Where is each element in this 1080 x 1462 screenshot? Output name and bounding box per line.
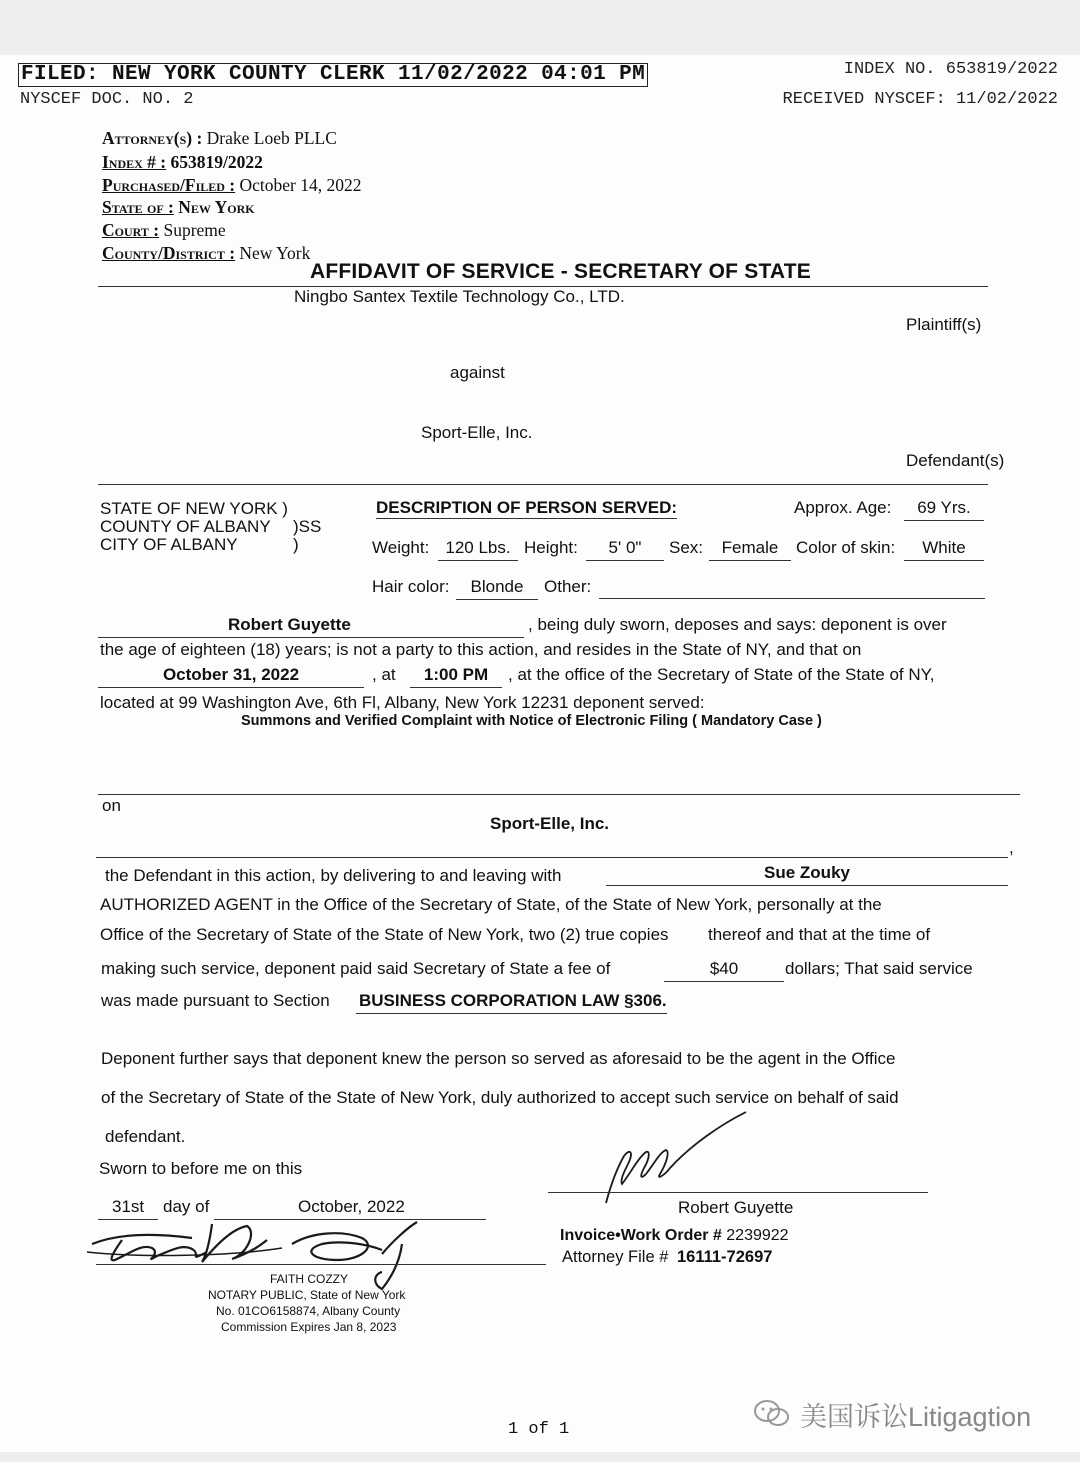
section-value	[356, 991, 667, 1014]
state-line	[102, 197, 255, 218]
purchased-line	[102, 175, 362, 196]
jurat-day: 31st	[112, 1197, 145, 1216]
venue-state: STATE OF NEW YORK )	[100, 499, 288, 518]
filed-stamp: FILED: NEW YORK COUNTY CLERK 11/02/2022 04:01 PM	[18, 63, 648, 87]
entity-rule	[96, 857, 1008, 858]
hair-label: Hair color:	[372, 577, 450, 596]
state-label: State of :	[102, 197, 174, 217]
bottom-margin	[0, 1452, 1080, 1462]
office2-text: Office of the Secretary of State of the State of New York, two (2) true copies	[100, 925, 669, 944]
documents-rule	[98, 794, 1020, 795]
attorney-label: Attorney(s) :	[102, 128, 203, 148]
making-text: making such service, deponent paid said Secretary of State a fee of	[101, 959, 611, 978]
against-label: against	[450, 363, 505, 382]
plaintiff-name: Ningbo Santex Textile Technology Co., LTD.	[294, 287, 625, 306]
notary-commission: Commission Expires Jan 8, 2023	[221, 1320, 397, 1334]
height-value: 5' 0"	[586, 538, 664, 561]
further-line-2: of the Secretary of State of the State of New York, duly authorized to accept such service on behalf of said	[101, 1088, 899, 1107]
sworn-text: , being duly sworn, deposes and says: deponent is over	[528, 615, 947, 634]
jurat-month-year: October, 2022	[298, 1197, 405, 1216]
agent-name: Sue Zouky	[606, 863, 1008, 886]
venue-city: CITY OF ALBANY	[100, 535, 238, 554]
on-text: on	[102, 796, 121, 815]
notary-name: FAITH COZZY	[270, 1272, 348, 1286]
served-entity: Sport-Elle, Inc.	[490, 814, 610, 833]
index-line	[102, 152, 263, 173]
caption-rule	[98, 484, 988, 485]
notary-title: NOTARY PUBLIC, State of New York	[208, 1288, 406, 1302]
weight-label: Weight:	[372, 538, 430, 557]
nyscef-doc-number: NYSCEF DOC. NO. 2	[20, 90, 194, 109]
authorized-text: AUTHORIZED AGENT in the Office of the Secretary of State, of the State of New York, personally at the	[100, 895, 882, 914]
purchased-label: Purchased/Filed :	[102, 175, 236, 195]
other-label: Other:	[544, 577, 592, 596]
defendant-label: Defendant(s)	[906, 451, 1005, 470]
documents-served: Summons and Verified Complaint with Notice of Electronic Filing ( Mandatory Case )	[241, 713, 822, 729]
dollars-text: dollars; That said service	[785, 959, 973, 978]
notary-signature-rule	[96, 1264, 546, 1265]
invoice-line	[560, 1227, 789, 1245]
attorney-file-value: 16111-72697	[676, 1248, 773, 1266]
attorney-value: Drake Loeb PLLC	[206, 128, 337, 148]
venue-paren: )	[293, 535, 299, 554]
received-nyscef: RECEIVED NYSCEF: 11/02/2022	[782, 90, 1058, 109]
attorney-file-line	[562, 1248, 772, 1267]
fee-value: $40	[664, 959, 784, 982]
age-value: 69 Yrs.	[904, 498, 984, 521]
hair-value: Blonde	[456, 577, 538, 600]
entity-comma: ,	[1009, 838, 1014, 857]
sex-value: Female	[709, 538, 791, 561]
county-label: County/District :	[102, 243, 236, 263]
watermark-text: 美国诉讼Litigagtion	[800, 1402, 1032, 1432]
defendant-name: Sport-Elle, Inc.	[421, 423, 533, 442]
invoice-label: Invoice•Work Order #	[560, 1227, 722, 1244]
weight-value: 120 Lbs.	[438, 538, 518, 561]
section-text: BUSINESS CORPORATION LAW §306	[359, 991, 662, 1010]
delivering-text: the Defendant in this action, by delivering to and leaving with	[105, 866, 562, 885]
attorney-file-label: Attorney File #	[562, 1248, 669, 1266]
court-label: Court :	[102, 220, 160, 240]
jurat-day-of: day of	[163, 1197, 210, 1216]
plaintiff-label: Plaintiff(s)	[906, 315, 982, 334]
further-line-3: defendant.	[105, 1127, 186, 1146]
other-value	[599, 577, 985, 599]
age-text: the age of eighteen (18) years; is not a party to this action, and resides in the State of NY, and that on	[100, 640, 862, 659]
court-line	[102, 220, 226, 241]
state-value: New York	[178, 197, 255, 217]
page-number: 1 of 1	[508, 1420, 570, 1439]
index-label: Index # :	[102, 152, 167, 172]
skin-label: Color of skin:	[796, 538, 896, 557]
wechat-icon	[752, 1398, 792, 1428]
notary-number: No. 01CO6158874, Albany County	[216, 1304, 401, 1318]
signer-name: Robert Guyette	[678, 1198, 794, 1217]
located-text: located at 99 Washington Ave, 6th Fl, Albany, New York 12231 deponent served:	[100, 693, 705, 712]
affidavit-title: AFFIDAVIT OF SERVICE - SECRETARY OF STATE	[310, 260, 811, 283]
at-text: , at	[372, 665, 396, 684]
further-line-1: Deponent further says that deponent knew the person so served as aforesaid to be the agent in the Office	[101, 1049, 896, 1068]
court-value: Supreme	[163, 220, 226, 240]
service-date: October 31, 2022	[98, 665, 364, 688]
index-value: 653819/2022	[170, 152, 263, 172]
county-value: New York	[239, 243, 311, 263]
section-period: .	[661, 991, 667, 1010]
index-number-header: INDEX NO. 653819/2022	[843, 60, 1058, 79]
county-line	[102, 243, 310, 264]
deponent-name: Robert Guyette	[98, 615, 524, 638]
sex-label: Sex:	[669, 538, 704, 557]
description-heading: DESCRIPTION OF PERSON SERVED:	[376, 498, 678, 517]
office-text: , at the office of the Secretary of State of the State of NY,	[508, 665, 935, 684]
venue-county: COUNTY OF ALBANY	[100, 517, 271, 536]
purchased-value: October 14, 2022	[239, 175, 362, 195]
pursuant-text: was made pursuant to Section	[101, 991, 330, 1010]
deponent-signature-rule	[548, 1192, 928, 1193]
venue-ss: )SS	[293, 517, 322, 536]
notary-signature	[82, 1214, 442, 1294]
attorney-line	[102, 128, 337, 149]
top-margin	[0, 0, 1080, 55]
age-label: Approx. Age:	[794, 498, 892, 517]
thereof-text: thereof and that at the time of	[708, 925, 931, 944]
sworn-text-jurat: Sworn to before me on this	[99, 1159, 303, 1178]
service-time: 1:00 PM	[410, 665, 502, 688]
height-label: Height:	[524, 538, 578, 557]
skin-value: White	[904, 538, 984, 561]
invoice-value: 2239922	[726, 1227, 789, 1244]
